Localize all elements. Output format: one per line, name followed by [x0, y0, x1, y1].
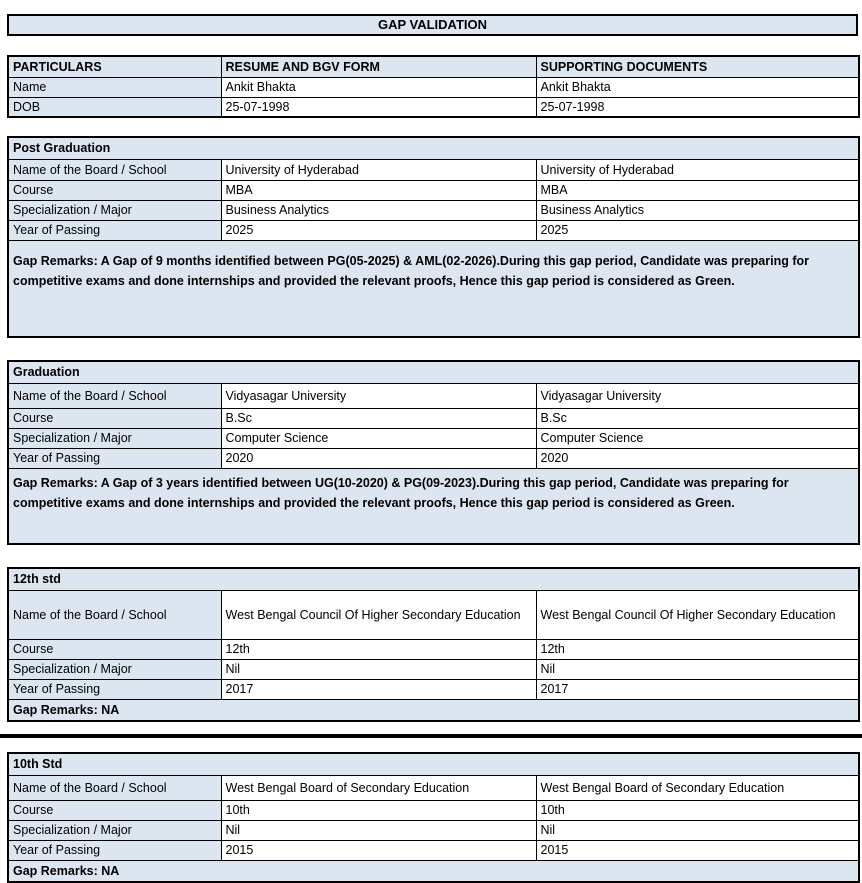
resume-value: Computer Science	[221, 428, 536, 448]
table-row-course	[8, 800, 859, 820]
supporting-value: Business Analytics	[536, 200, 859, 220]
table-row-dob	[8, 97, 859, 117]
row-label: Course	[8, 800, 221, 820]
section-table-12th-std	[7, 567, 860, 722]
gap-remarks-row	[8, 240, 859, 337]
resume-value: 2015	[221, 840, 536, 860]
supporting-value: 10th	[536, 800, 859, 820]
row-label: Specialization / Major	[8, 200, 221, 220]
row-label: Course	[8, 408, 221, 428]
resume-value: Nil	[221, 659, 536, 679]
resume-value: West Bengal Board of Secondary Education	[221, 775, 536, 800]
resume-value: West Bengal Council Of Higher Secondary Education	[221, 590, 536, 639]
column-header-particulars: PARTICULARS	[8, 56, 221, 77]
gap-remarks-row	[8, 699, 859, 721]
supporting-value: Computer Science	[536, 428, 859, 448]
resume-value: B.Sc	[221, 408, 536, 428]
supporting-value: 2025	[536, 220, 859, 240]
supporting-value: Nil	[536, 820, 859, 840]
gap-remarks: Gap Remarks: NA	[8, 699, 859, 721]
table-row-board	[8, 383, 859, 408]
particulars-header-row	[8, 56, 859, 77]
row-label: Specialization / Major	[8, 659, 221, 679]
supporting-value: University of Hyderabad	[536, 159, 859, 180]
supporting-value: 2015	[536, 840, 859, 860]
row-label: Year of Passing	[8, 679, 221, 699]
supporting-value: 12th	[536, 639, 859, 659]
page-title: GAP VALIDATION	[7, 14, 858, 36]
row-label: Course	[8, 180, 221, 200]
resume-value: 2025	[221, 220, 536, 240]
table-row-board	[8, 590, 859, 639]
section-divider	[0, 734, 862, 738]
table-row-year	[8, 679, 859, 699]
gap-remarks-row	[8, 468, 859, 544]
section-title: Post Graduation	[8, 137, 859, 159]
resume-value: Nil	[221, 820, 536, 840]
section-table-graduation	[7, 360, 860, 545]
row-label: Year of Passing	[8, 840, 221, 860]
particulars-table	[7, 55, 860, 118]
row-label: Year of Passing	[8, 448, 221, 468]
section-title: Graduation	[8, 361, 859, 383]
row-label: Name of the Board / School	[8, 383, 221, 408]
section-header-row	[8, 137, 859, 159]
resume-value: 2020	[221, 448, 536, 468]
gap-remarks: Gap Remarks: A Gap of 3 years identified between UG(10-2020) & PG(09-2023).During this gap period, Candidate was preparing for competitive exams and done internships and provided the relevant proofs, Hence this gap period is considered as Green.	[8, 468, 859, 544]
supporting-value: West Bengal Council Of Higher Secondary Education	[536, 590, 859, 639]
resume-value: Vidyasagar University	[221, 383, 536, 408]
table-row-board	[8, 159, 859, 180]
table-row-course	[8, 639, 859, 659]
supporting-value: Ankit Bhakta	[536, 77, 859, 97]
resume-value: University of Hyderabad	[221, 159, 536, 180]
resume-value: 2017	[221, 679, 536, 699]
table-row-year	[8, 220, 859, 240]
table-row-board	[8, 775, 859, 800]
row-label: Name	[8, 77, 221, 97]
resume-value: 12th	[221, 639, 536, 659]
supporting-value: B.Sc	[536, 408, 859, 428]
resume-value: 25-07-1998	[221, 97, 536, 117]
table-row-specialization	[8, 659, 859, 679]
resume-value: MBA	[221, 180, 536, 200]
column-header-supporting-docs: SUPPORTING DOCUMENTS	[536, 56, 859, 77]
resume-value: Business Analytics	[221, 200, 536, 220]
section-table-post-graduation	[7, 136, 860, 338]
gap-remarks: Gap Remarks: A Gap of 9 months identified between PG(05-2025) & AML(02-2026).During this gap period, Candidate was preparing for competitive exams and done internships and provided the relevant proofs, Hence this gap period is considered as Green.	[8, 240, 859, 337]
section-title: 10th Std	[8, 753, 859, 775]
row-label: DOB	[8, 97, 221, 117]
row-label: Specialization / Major	[8, 428, 221, 448]
row-label: Course	[8, 639, 221, 659]
table-row-course	[8, 180, 859, 200]
section-header-row	[8, 568, 859, 590]
supporting-value: 2017	[536, 679, 859, 699]
supporting-value: MBA	[536, 180, 859, 200]
table-row-specialization	[8, 820, 859, 840]
row-label: Name of the Board / School	[8, 590, 221, 639]
section-header-row	[8, 753, 859, 775]
gap-remarks: Gap Remarks: NA	[8, 860, 859, 882]
supporting-value: 2020	[536, 448, 859, 468]
section-title: 12th std	[8, 568, 859, 590]
supporting-value: West Bengal Board of Secondary Education	[536, 775, 859, 800]
column-header-resume-bgv: RESUME AND BGV FORM	[221, 56, 536, 77]
section-header-row	[8, 361, 859, 383]
table-row-course	[8, 408, 859, 428]
row-label: Name of the Board / School	[8, 775, 221, 800]
table-row-specialization	[8, 200, 859, 220]
supporting-value: 25-07-1998	[536, 97, 859, 117]
gap-remarks-row	[8, 860, 859, 882]
table-row-specialization	[8, 428, 859, 448]
supporting-value: Nil	[536, 659, 859, 679]
table-row-year	[8, 448, 859, 468]
section-table-10th-std	[7, 752, 860, 883]
row-label: Name of the Board / School	[8, 159, 221, 180]
row-label: Year of Passing	[8, 220, 221, 240]
row-label: Specialization / Major	[8, 820, 221, 840]
table-row-name	[8, 77, 859, 97]
table-row-year	[8, 840, 859, 860]
resume-value: 10th	[221, 800, 536, 820]
supporting-value: Vidyasagar University	[536, 383, 859, 408]
resume-value: Ankit Bhakta	[221, 77, 536, 97]
